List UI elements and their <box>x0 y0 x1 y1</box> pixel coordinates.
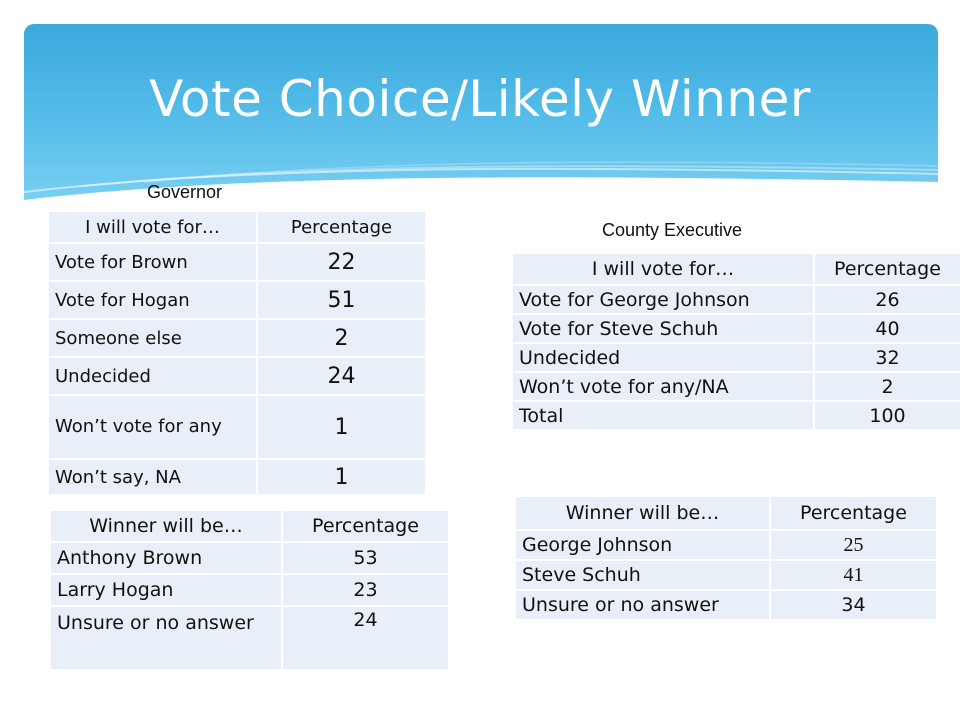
table-header-row <box>48 211 426 243</box>
table-cell-label: Undecided <box>512 343 814 372</box>
table-header-cell: Winner will be… <box>50 510 282 542</box>
table-header-cell: I will vote for… <box>48 211 257 243</box>
governor-vote-table <box>47 210 427 496</box>
table-row <box>48 357 426 395</box>
table-row <box>50 542 449 574</box>
table-row <box>50 574 449 606</box>
table-cell-value-wrap <box>770 560 937 590</box>
table-header-row <box>512 253 960 285</box>
table-row <box>512 372 960 401</box>
table-header-cell: Winner will be… <box>515 496 770 530</box>
table-cell-label: Vote for Brown <box>48 243 257 281</box>
table-cell-value: 100 <box>814 401 960 430</box>
table-cell-value: 32 <box>814 343 960 372</box>
table-cell-label: Larry Hogan <box>50 574 282 606</box>
table-cell-value-wrap <box>770 530 937 560</box>
table-cell-value: 2 <box>257 319 426 357</box>
county-executive-vote-table <box>511 252 960 431</box>
table-cell-label: Unsure or no answer <box>50 606 282 670</box>
table-cell-label: Someone else <box>48 319 257 357</box>
table-cell-label: Undecided <box>48 357 257 395</box>
table-header-cell: Percentage <box>282 510 449 542</box>
table-header-cell: Percentage <box>770 496 937 530</box>
table-header-row <box>515 496 937 530</box>
table-row <box>50 606 449 670</box>
table-cell-label: Anthony Brown <box>50 542 282 574</box>
slide-title: Vote Choice/Likely Winner <box>149 70 811 128</box>
table-header-cell: Percentage <box>814 253 960 285</box>
governor-winner-table <box>49 509 450 671</box>
table-cell-label: Vote for Steve Schuh <box>512 314 814 343</box>
table-cell-value: 40 <box>814 314 960 343</box>
county-executive-winner-table <box>514 495 938 621</box>
table-row <box>48 395 426 459</box>
table-cell-label: Won’t vote for any/NA <box>512 372 814 401</box>
table-cell-value: 24 <box>257 357 426 395</box>
table-cell-value: 24 <box>282 606 449 670</box>
table-cell-value: 1 <box>257 395 426 459</box>
table-header-cell: I will vote for… <box>512 253 814 285</box>
table-cell-value: 41 <box>843 563 864 586</box>
table-row <box>512 285 960 314</box>
table-row <box>512 343 960 372</box>
table-cell-label: Vote for George Johnson <box>512 285 814 314</box>
table-row <box>48 319 426 357</box>
table-cell-value: 26 <box>814 285 960 314</box>
table-cell-value: 51 <box>257 281 426 319</box>
table-cell-value: 2 <box>814 372 960 401</box>
table-cell-value: 22 <box>257 243 426 281</box>
table-row <box>48 459 426 495</box>
table-header-row <box>50 510 449 542</box>
table-row <box>512 401 960 430</box>
table-cell-value: 23 <box>282 574 449 606</box>
table-row <box>515 590 937 620</box>
table-cell-value: 53 <box>282 542 449 574</box>
table-row <box>512 314 960 343</box>
table-cell-value: 1 <box>257 459 426 495</box>
table-cell-label: George Johnson <box>515 530 770 560</box>
table-cell-value: 25 <box>843 533 864 556</box>
table-cell-label: Won’t vote for any <box>48 395 257 459</box>
table-header-cell: Percentage <box>257 211 426 243</box>
table-cell-label: Unsure or no answer <box>515 590 770 620</box>
table-cell-label: Won’t say, NA <box>48 459 257 495</box>
table-cell-label: Steve Schuh <box>515 560 770 590</box>
table-row <box>515 560 937 590</box>
table-cell-label: Vote for Hogan <box>48 281 257 319</box>
table-row <box>48 243 426 281</box>
table-cell-label: Total <box>512 401 814 430</box>
table-row <box>48 281 426 319</box>
county-executive-caption: County Executive <box>602 220 743 240</box>
table-cell-value: 34 <box>770 590 937 620</box>
table-row <box>515 530 937 560</box>
governor-caption: Governor <box>147 182 223 202</box>
